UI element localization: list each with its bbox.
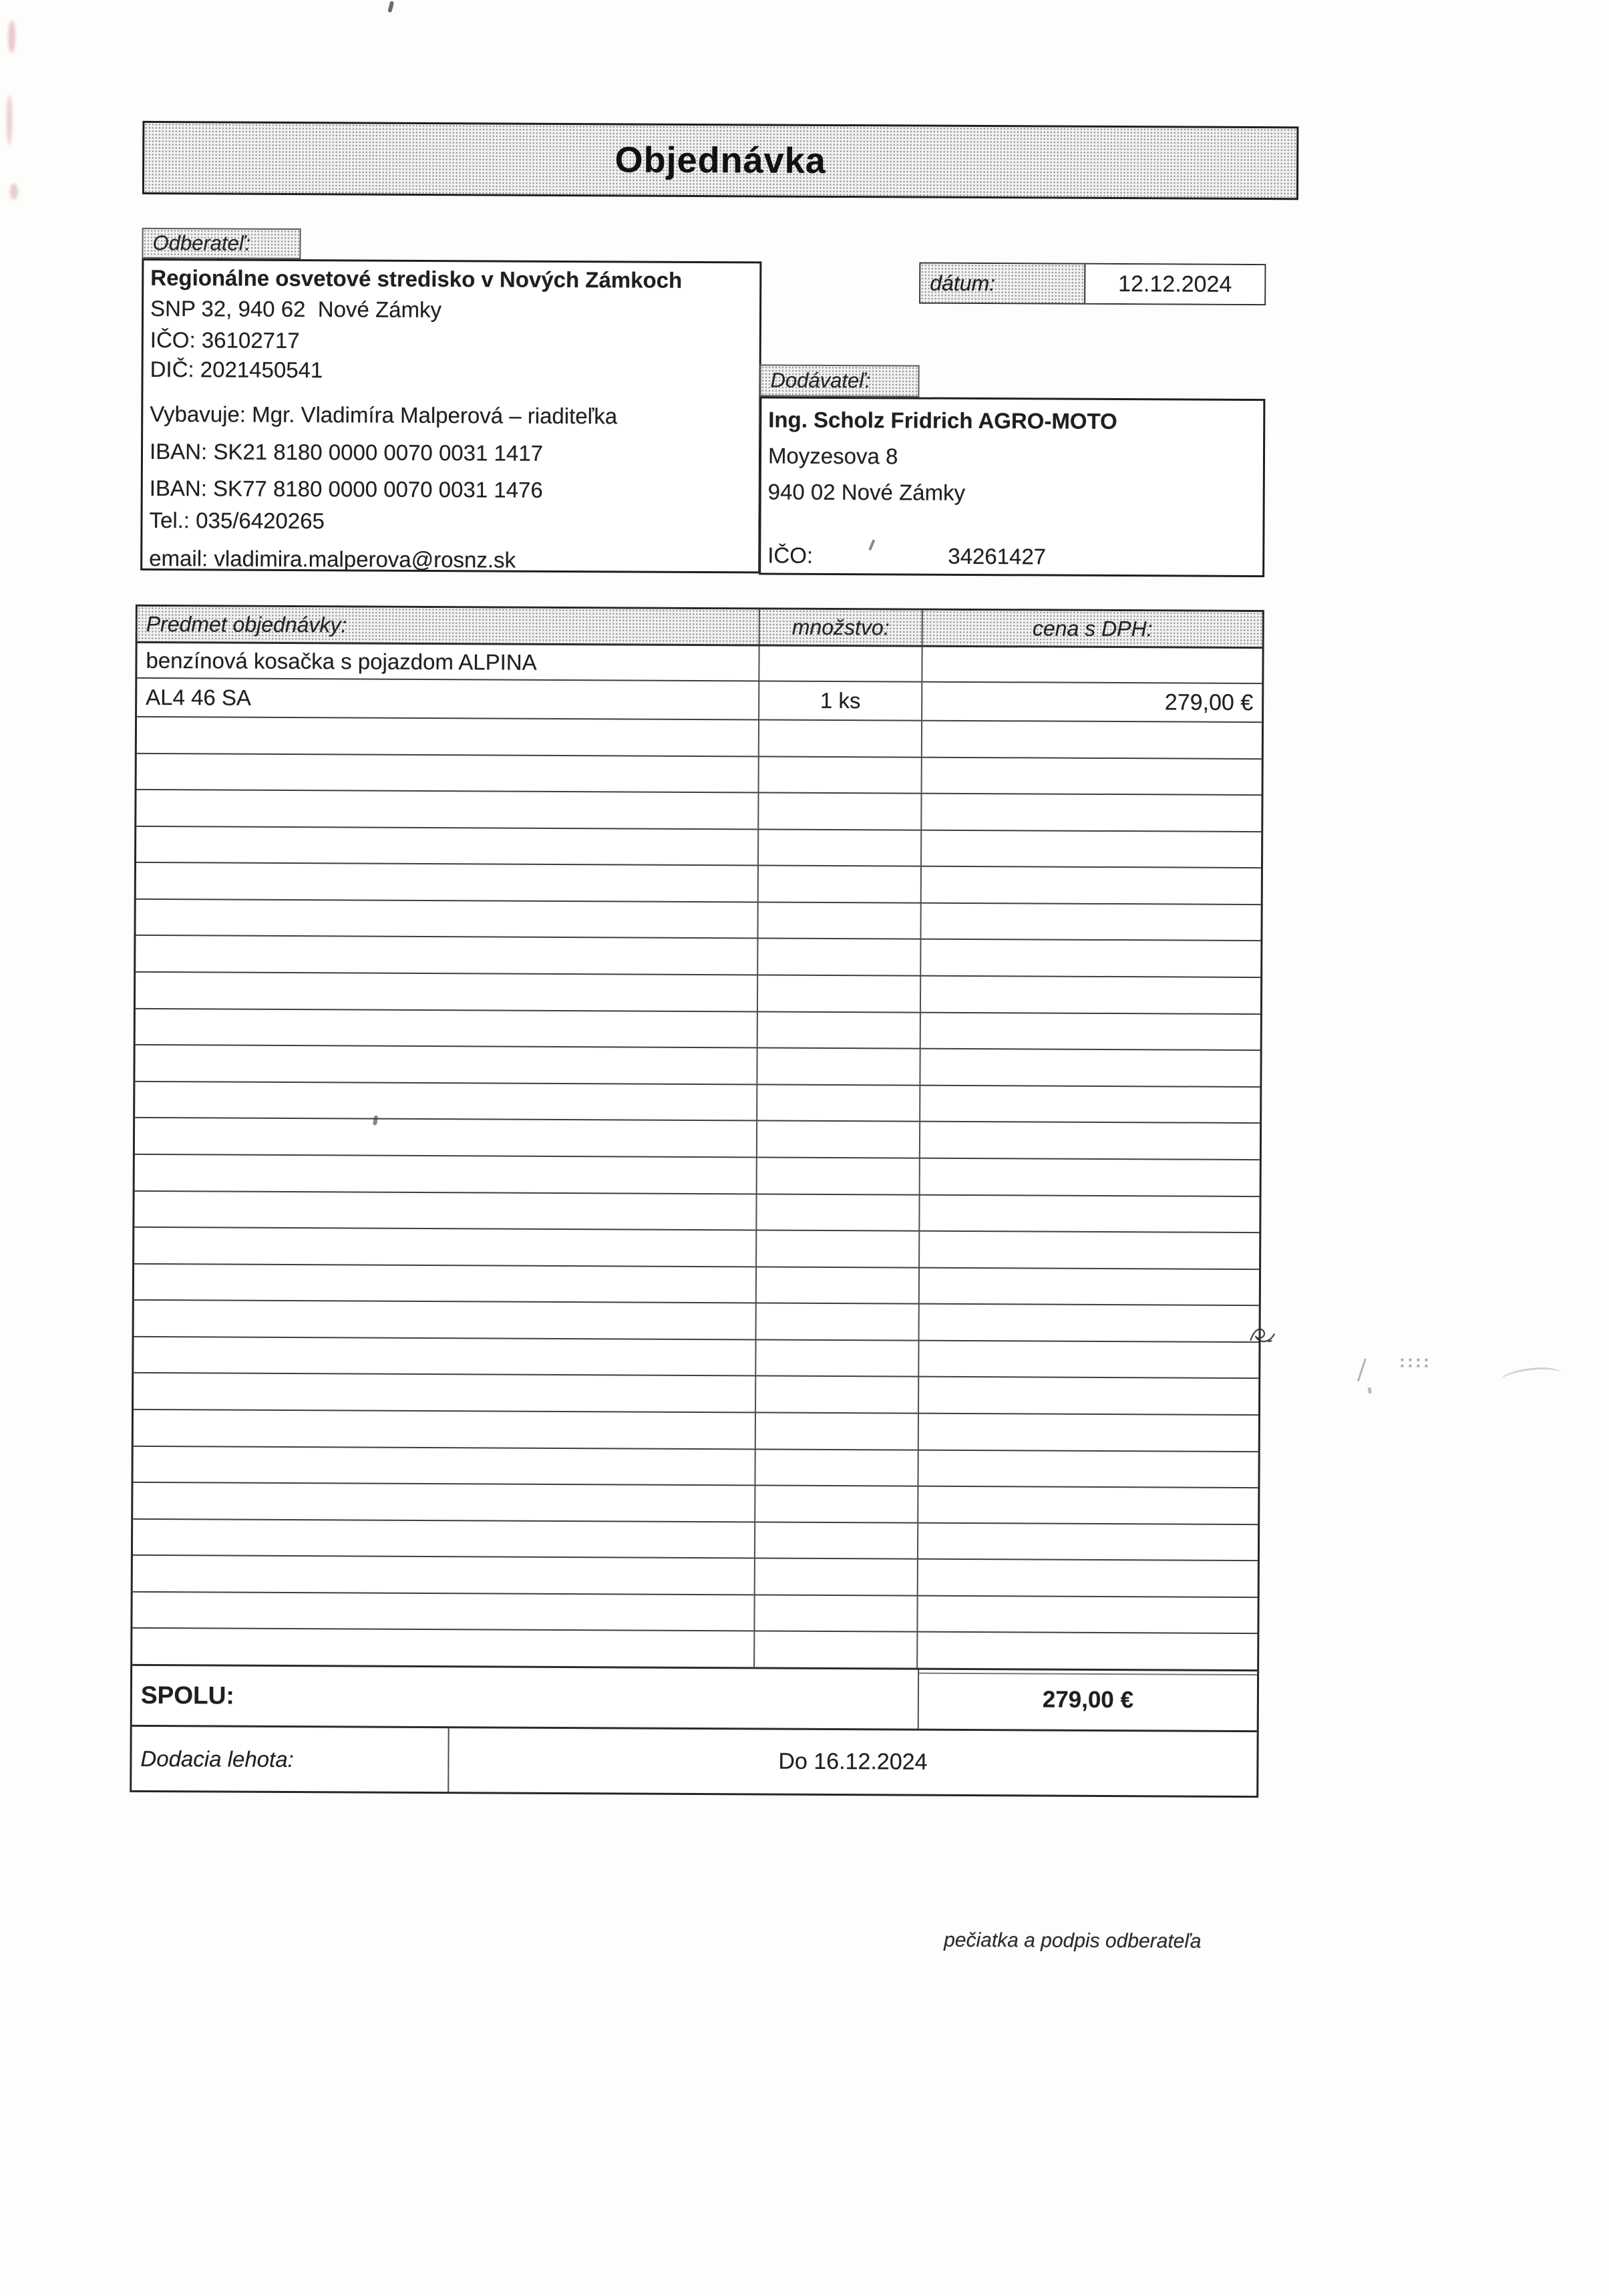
empty-table-row [134, 1265, 1259, 1307]
empty-item-cell [137, 717, 759, 756]
empty-qty-cell [756, 1377, 919, 1413]
customer-iban1: IBAN: SK21 8180 0000 0070 0031 1417 [149, 438, 544, 466]
empty-qty-cell [757, 1194, 920, 1231]
empty-price-cell [922, 721, 1262, 758]
empty-table-row [136, 973, 1260, 1015]
empty-qty-cell [757, 1267, 920, 1303]
empty-price-cell [920, 1232, 1259, 1269]
empty-item-cell [132, 1593, 755, 1631]
date-value [1084, 265, 1264, 304]
empty-item-cell [136, 973, 758, 1011]
supplier-street: Moyzesova 8 [767, 443, 898, 469]
empty-price-cell [920, 1159, 1260, 1196]
empty-table-row [134, 1228, 1259, 1270]
order-table [130, 605, 1264, 1798]
empty-qty-cell [758, 975, 921, 1011]
scan-artifact-smudge [6, 96, 12, 145]
empty-price-cell [920, 1049, 1260, 1086]
total-label-cell [132, 1666, 919, 1729]
empty-price-cell [918, 1560, 1258, 1597]
empty-table-row [132, 1593, 1257, 1635]
stamp-signature-note: pečiatka a podpis odberateľa [944, 1929, 1202, 1953]
empty-table-row [136, 790, 1261, 832]
empty-table-row [134, 1337, 1258, 1379]
empty-table-row [135, 1155, 1260, 1197]
delivery-label-text: Dodacia lehota: [140, 1746, 294, 1772]
empty-item-cell [136, 1009, 758, 1047]
empty-item-cell [136, 827, 759, 865]
supplier-name: Ing. Scholz Fridrich AGRO-MOTO [768, 407, 1117, 434]
empty-price-cell [921, 940, 1260, 977]
empty-item-cell [135, 1155, 757, 1193]
total-label-text: SPOLU: [140, 1681, 234, 1709]
supplier-ico-label: IČO: [767, 542, 814, 568]
empty-item-cell [134, 1265, 757, 1303]
empty-price-cell [919, 1414, 1258, 1451]
empty-price-cell [918, 1596, 1257, 1633]
delivery-value-text: Do 16.12.2024 [778, 1748, 928, 1775]
empty-table-row [136, 863, 1261, 905]
delivery-value-cell [449, 1728, 1256, 1796]
empty-price-cell [920, 1086, 1260, 1122]
empty-table-row [136, 827, 1261, 869]
qty-cell [759, 681, 922, 719]
header-item-text: Predmet objednávky: [146, 611, 347, 637]
empty-item-cell [134, 1410, 756, 1448]
empty-table-row [135, 1118, 1260, 1160]
empty-qty-cell [757, 1049, 920, 1085]
empty-table-row [133, 1556, 1258, 1598]
empty-qty-cell [756, 1413, 919, 1449]
empty-table-row [136, 1009, 1260, 1051]
customer-address: SNP 32, 940 62 Nové Zámky [150, 295, 442, 323]
empty-qty-cell [759, 830, 922, 866]
empty-price-cell [918, 1523, 1258, 1560]
customer-info-box [140, 259, 761, 574]
scan-artifact-smudge [10, 184, 18, 200]
empty-price-cell [920, 1305, 1259, 1341]
empty-qty-cell [757, 1304, 920, 1340]
delivery-row [132, 1725, 1256, 1796]
empty-item-cell [133, 1446, 755, 1484]
empty-qty-cell [759, 720, 922, 756]
item-text: AL4 46 SA [146, 684, 252, 710]
empty-item-cell [133, 1520, 755, 1558]
empty-price-cell [918, 1450, 1258, 1487]
empty-price-cell [922, 758, 1262, 794]
empty-table-row [133, 1520, 1258, 1562]
empty-price-cell [922, 867, 1261, 904]
empty-qty-cell [759, 866, 922, 903]
empty-table-row [137, 717, 1262, 760]
supplier-section-label [759, 364, 919, 397]
customer-email: email: vladimira.malperova@rosnz.sk [149, 545, 516, 572]
empty-table-row [134, 1410, 1258, 1452]
order-row-2 [137, 679, 1262, 723]
empty-price-cell [920, 1122, 1260, 1159]
customer-section-label-text: Odberateľ: [152, 230, 251, 255]
empty-item-cell [135, 1045, 757, 1084]
empty-table-row [136, 936, 1260, 978]
empty-item-cell [134, 1191, 757, 1229]
empty-qty-cell [757, 1085, 920, 1121]
empty-item-cell [134, 1228, 757, 1266]
empty-item-cell [134, 1301, 757, 1339]
price-cell [922, 647, 1262, 683]
empty-price-cell [920, 1268, 1259, 1305]
empty-qty-cell [758, 1012, 921, 1048]
empty-qty-cell [758, 939, 921, 975]
price-text: 279,00 € [1164, 689, 1254, 715]
empty-item-cell [136, 790, 759, 828]
empty-qty-cell [755, 1522, 918, 1559]
customer-tel: Tel.: 035/6420265 [149, 507, 325, 534]
empty-qty-cell [755, 1450, 918, 1486]
empty-table-row [134, 1373, 1258, 1416]
date-field [919, 263, 1266, 306]
header-qty-text: množstvo: [791, 615, 890, 639]
qty-text: 1 ks [820, 687, 861, 713]
empty-item-cell [136, 936, 758, 974]
empty-qty-cell [757, 1122, 920, 1158]
delivery-label-cell [132, 1727, 449, 1792]
empty-qty-cell [755, 1595, 918, 1631]
customer-dic: DIČ: 2021450541 [150, 356, 323, 383]
empty-qty-cell [758, 903, 921, 939]
empty-item-cell [135, 1118, 757, 1156]
empty-table-row [133, 1446, 1258, 1488]
empty-price-cell [921, 977, 1260, 1013]
document-title: Objednávka [614, 140, 826, 181]
empty-item-cell [133, 1556, 755, 1594]
supplier-city: 940 02 Nové Zámky [767, 479, 966, 505]
empty-price-cell [921, 904, 1260, 941]
empty-item-cell [132, 1629, 755, 1667]
date-value-text: 12.12.2024 [1118, 271, 1232, 297]
scan-artifact-mark [1357, 1358, 1367, 1381]
header-price-column [923, 611, 1262, 647]
total-value-text: 279,00 € [1042, 1686, 1134, 1713]
empty-item-cell [134, 1373, 756, 1412]
qty-cell [759, 646, 922, 681]
empty-item-cell [137, 754, 759, 792]
empty-item-cell [133, 1483, 755, 1521]
empty-table-row [135, 1045, 1260, 1088]
date-label-text: dátum: [930, 271, 996, 295]
item-cell [137, 643, 759, 681]
customer-ico: IČO: 36102717 [150, 327, 300, 353]
total-row [132, 1664, 1257, 1730]
document-title-box [142, 121, 1299, 200]
empty-qty-cell [755, 1486, 918, 1522]
empty-qty-cell [755, 1632, 918, 1668]
empty-table-row [134, 1191, 1259, 1233]
empty-table-row [133, 1483, 1258, 1525]
empty-price-cell [919, 1341, 1258, 1377]
scan-artifact-mark [387, 1, 394, 13]
scan-artifact-mark [1367, 1387, 1371, 1394]
date-label [920, 264, 1084, 303]
customer-iban2: IBAN: SK77 8180 0000 0070 0031 1476 [149, 475, 543, 502]
empty-table-row [136, 900, 1260, 942]
empty-table-row [135, 1082, 1260, 1124]
empty-price-cell [920, 1195, 1259, 1232]
empty-qty-cell [759, 794, 922, 830]
empty-table-row [137, 754, 1262, 796]
item-text: benzínová kosačka s pojazdom ALPINA [146, 647, 537, 675]
order-row-1 [137, 643, 1262, 684]
customer-name: Regionálne osvetové stredisko v Nových Zámkoch [150, 265, 683, 293]
scan-artifact-smudge [8, 21, 15, 53]
empty-table-row [134, 1301, 1259, 1343]
empty-item-cell [135, 1082, 757, 1120]
empty-qty-cell [757, 1231, 920, 1267]
empty-item-cell [134, 1337, 756, 1375]
item-cell [137, 679, 759, 719]
empty-item-cell [136, 900, 758, 938]
empty-qty-cell [757, 1158, 920, 1194]
empty-price-cell [922, 830, 1261, 867]
empty-price-cell [918, 1487, 1258, 1524]
price-cell [922, 683, 1262, 721]
supplier-info-box [759, 396, 1265, 577]
empty-qty-cell [756, 1340, 919, 1376]
order-table-header [138, 607, 1262, 649]
header-qty-column [760, 609, 923, 645]
supplier-section-label-text: Dodávateľ: [770, 368, 871, 393]
empty-price-cell [918, 1633, 1257, 1669]
empty-qty-cell [755, 1559, 918, 1595]
header-item-column [138, 607, 760, 645]
empty-price-cell [921, 1013, 1260, 1049]
empty-price-cell [919, 1377, 1258, 1414]
customer-handled-by: Vybavuje: Mgr. Vladimíra Malperová – riaditeľka [150, 401, 618, 429]
scan-artifact-smudge [1500, 1365, 1562, 1389]
empty-qty-cell [759, 757, 922, 793]
empty-rows-area [132, 717, 1262, 1669]
customer-section-label [142, 228, 301, 259]
total-value-cell [919, 1670, 1257, 1730]
supplier-ico-value: 34261427 [948, 543, 1047, 569]
empty-item-cell [136, 863, 759, 901]
scan-artifact-specks [1398, 1357, 1429, 1367]
empty-table-row [132, 1629, 1257, 1669]
empty-price-cell [922, 794, 1261, 831]
header-price-text: cena s DPH: [1032, 615, 1153, 641]
